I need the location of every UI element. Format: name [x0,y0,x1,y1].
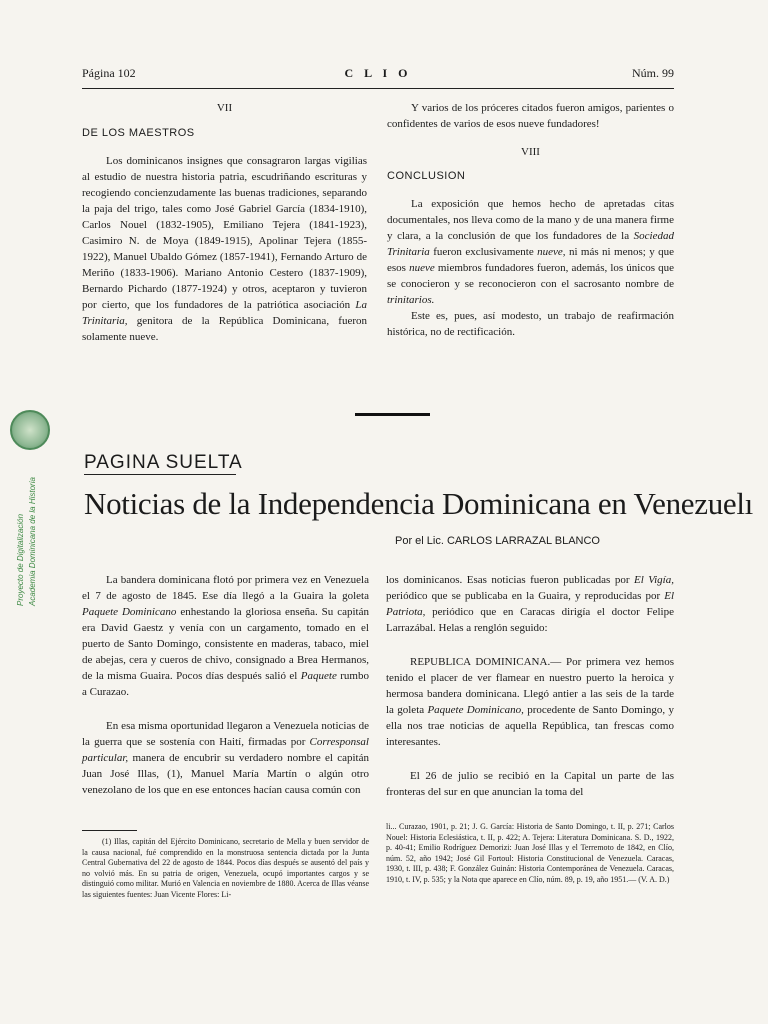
article-byline: Por el Lic. CARLOS LARRAZAL BLANCO [395,535,600,547]
section-divider [355,413,430,416]
watermark-line2: Academia Dominicana de la Historia [28,477,37,606]
journal-name: C L I O [344,66,412,80]
page-header [82,66,674,88]
issue-number: Núm. 99 [632,66,674,80]
section-viii [387,100,674,340]
section-vii [82,100,367,345]
footnote-rule [82,830,137,831]
section-label-rule [84,474,236,475]
header-rule [82,88,674,89]
section-label: PAGINA SUELTA [84,452,243,473]
watermark-line1: Proyecto de Digitalización [16,513,25,606]
article-right-column [386,572,674,800]
footnote-right: li... Curazao, 1901, p. 21; J. G. García: Historia de Santo Domingo, t. II, p. 271; Carlos Nouel: Historia Eclesiástica, t. II, p. 422; A. Tejera: Literatura Dominicana. S. D., 1922, p. 40-41; Emilio Rodríguez Demorizi: Juan José Illas y el Terremoto de 1842, en Clío, núm. 52, año 1942; José Gil Fortoul: Historia Constitucional de Venezuela. Caracas, 1930, t. III, p. 438; F. González Guinán: Historia Contemporánea de Venezuela. Caracas, 1910, t. IV, p. 535; y la Nota que aparece en Clío, núm. 89, p. 19, año 1951.— (V. A. D.) [386,822,674,884]
section-viii-numeral: VIII [521,146,540,158]
article-paragraph-2: En esa misma oportunidad llegaron a Venezuela noticias de la guerra que se sostenía con Haití, firmadas por Corresponsal particular, manera de encubrir su verdadero nombre el capitán Juan José Illas, (1), Manuel María Martín o algún otro venezolano de los que en ese entonces hacían causa común con [82,720,369,796]
footnote-right-block [386,822,674,885]
conclusion-paragraph: La exposición que hemos hecho de apretadas citas documentales, nos lleva como de la mano y de una manera firme y clara, a la conclusión de que los fundadores de la Sociedad Trinitaria fueron exclusivamente nueve, ni más ni menos; y que esos nueve miembros fundadores fueron, además, los únicos que se conocieron y se reconocieron con el sacrosanto nombre de trinitarios. [387,198,674,306]
watermark [4,410,44,610]
article-left-column [82,572,369,798]
footnote-left-block [82,830,369,900]
continuation-text: Y varios de los próceres citados fueron amigos, parientes o confidentes de varios de esos nueve fundadores! [387,102,674,130]
section-viii-title: CONCLUSION [387,170,466,182]
closing-paragraph: Este es, pues, así modesto, un trabajo de reafirmación histórica, no de rectificación. [387,310,674,338]
article-paragraph-3: los dominicanos. Esas noticias fueron publicadas por El Vigía, periódico que se publicaba en la Guaira, y reproducidas por El Patriota, periódico que en Caracas dirigía el doctor Felipe Larrazábal. Helas a renglón seguido: [386,574,674,634]
article-paragraph-5: El 26 de julio se recibió en la Capital un parte de las fronteras del sur en que anuncian la toma del [386,770,674,798]
page-number: Página 102 [82,66,136,80]
article-paragraph-1: La bandera dominicana flotó por primera vez en Venezuela el 7 de agosto de 1845. Ese día llegó a la Guaira la goleta Paquete Dominicano enhestando la gloriosa enseña. Su capitán era David Gaestz y venía con un cargamento, tomado en el puerto de Santo Domingo, consistente en maderas, tabaco, miel de abejas, cera y cueros de chivo, consignado a Brea Hermanos, de la misma Guaira. Pocos días después salió el Paquete rumbo a Curazao. [82,574,369,698]
section-vii-body: Los dominicanos insignes que consagraron largas vigilias al estudio de nuestra historia patria, escudriñando escrituras y recogiendo concienzudamente las buenas tradiciones, separando la paja del trigo, tales como José Gabriel García (1834-1910), Carlos Nouel (1832-1905), Emiliano Tejera (1841-1923), Casimiro N. de Moya (1849-1915), Apolinar Tejera (1855-1922), Manuel Ubaldo Gómez (1857-1941), Fernando Arturo de Meriño (1833-1906). Mariano Antonio Cestero (1837-1909), Bernardo Pichardo (1877-1924) y otros, aceptaron y tuvieron por cierto, que los fundadores de la patriótica asociación La Trinitaria, genitora de la República Dominicana, fueron solamente nueve. [82,155,367,343]
section-vii-title: DE LOS MAESTROS [82,127,195,139]
footnote-left: (1) Illas, capitán del Ejército Dominicano, secretario de Mella y buen servidor de la causa nacional, fué comprendido en la monstruosa sentencia dictada por la Junta Central Gubernativa del 22 de agosto de 1844. Pocos días después se ausentó del país y no volvió más. En su patria de origen, Venezuela, ocupó importantes cargos y se distinguió como militar. Murió en Valencia en noviembre de 1880. Acerca de Illas véanse las siguientes fuentes: Juan Vicente Flores: Li- [82,837,369,899]
article-paragraph-4: REPUBLICA DOMINICANA.— Por primera vez hemos tenido el placer de ver flamear en nuestro puerto la heroica y hermosa bandera dominicana. Llegó antier a las seis de la tarde la goleta Paquete Dominicano, procedente de Santo Domingo, y ella nos trae noticias de aquella República, tan frescas como interesantes. [386,656,674,748]
article-title: Noticias de la Independencia Dominicana en Venezuelı [84,486,753,521]
section-vii-numeral: VII [216,102,233,114]
academy-seal-icon [10,410,50,450]
